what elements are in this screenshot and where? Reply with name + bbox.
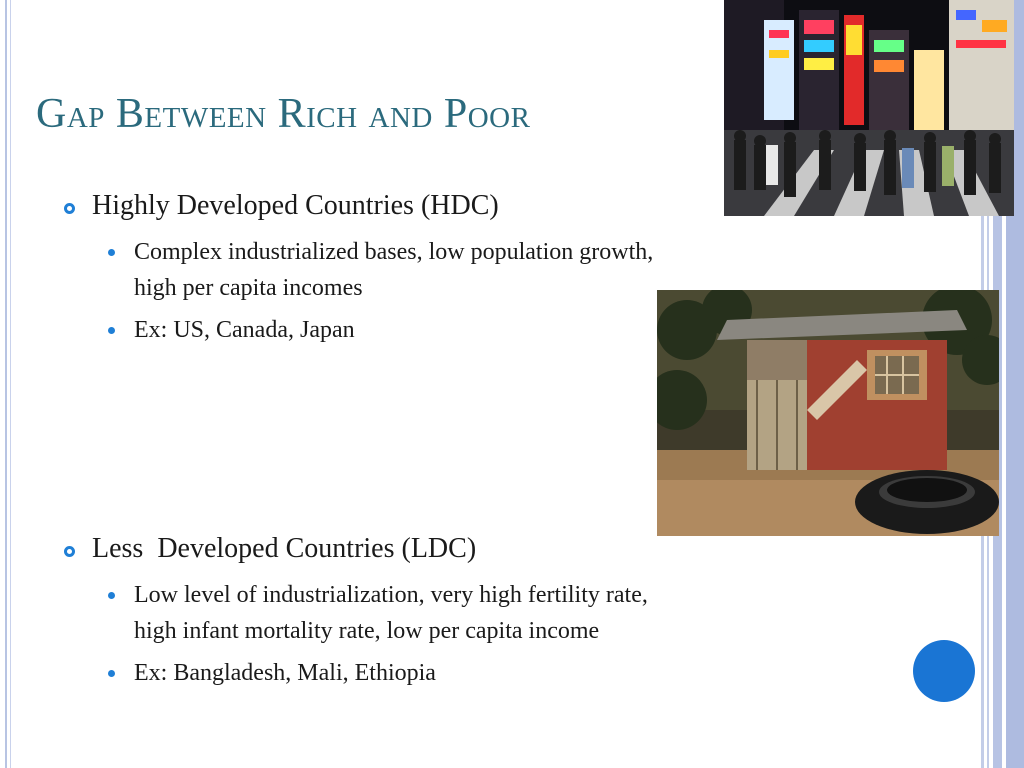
ldc-bullet-line-2: high infant mortality rate, low per capita income (134, 618, 600, 644)
hdc-bullet-examples: Ex: US, Canada, Japan (134, 317, 355, 343)
bullet-dot-icon (108, 592, 115, 599)
ldc-bullet-line-1: Low level of industrialization, very high fertility rate, (134, 582, 648, 608)
hdc-bullet-line-2: high per capita incomes (134, 275, 363, 301)
ldc-bullet-examples: Ex: Bangladesh, Mali, Ethiopia (134, 660, 436, 686)
bullet-dot-icon (108, 670, 115, 677)
bullet-dot-icon (108, 249, 115, 256)
bullet-dot-icon (108, 327, 115, 334)
bullet-ring-icon (64, 546, 75, 557)
slide-title: Gap Between Rich and Poor (36, 91, 531, 137)
shack-photo (657, 290, 999, 536)
section-heading-ldc: Less Developed Countries (LDC) (92, 533, 477, 564)
bullet-ring-icon (64, 203, 75, 214)
left-border-rule-inner (10, 0, 11, 768)
left-border-rule (5, 0, 7, 768)
decorative-circle (913, 640, 975, 702)
section-heading-hdc: Highly Developed Countries (HDC) (92, 190, 499, 221)
hdc-bullet-line-1: Complex industrialized bases, low population growth, (134, 239, 654, 265)
city-crowd-photo (724, 0, 1014, 216)
